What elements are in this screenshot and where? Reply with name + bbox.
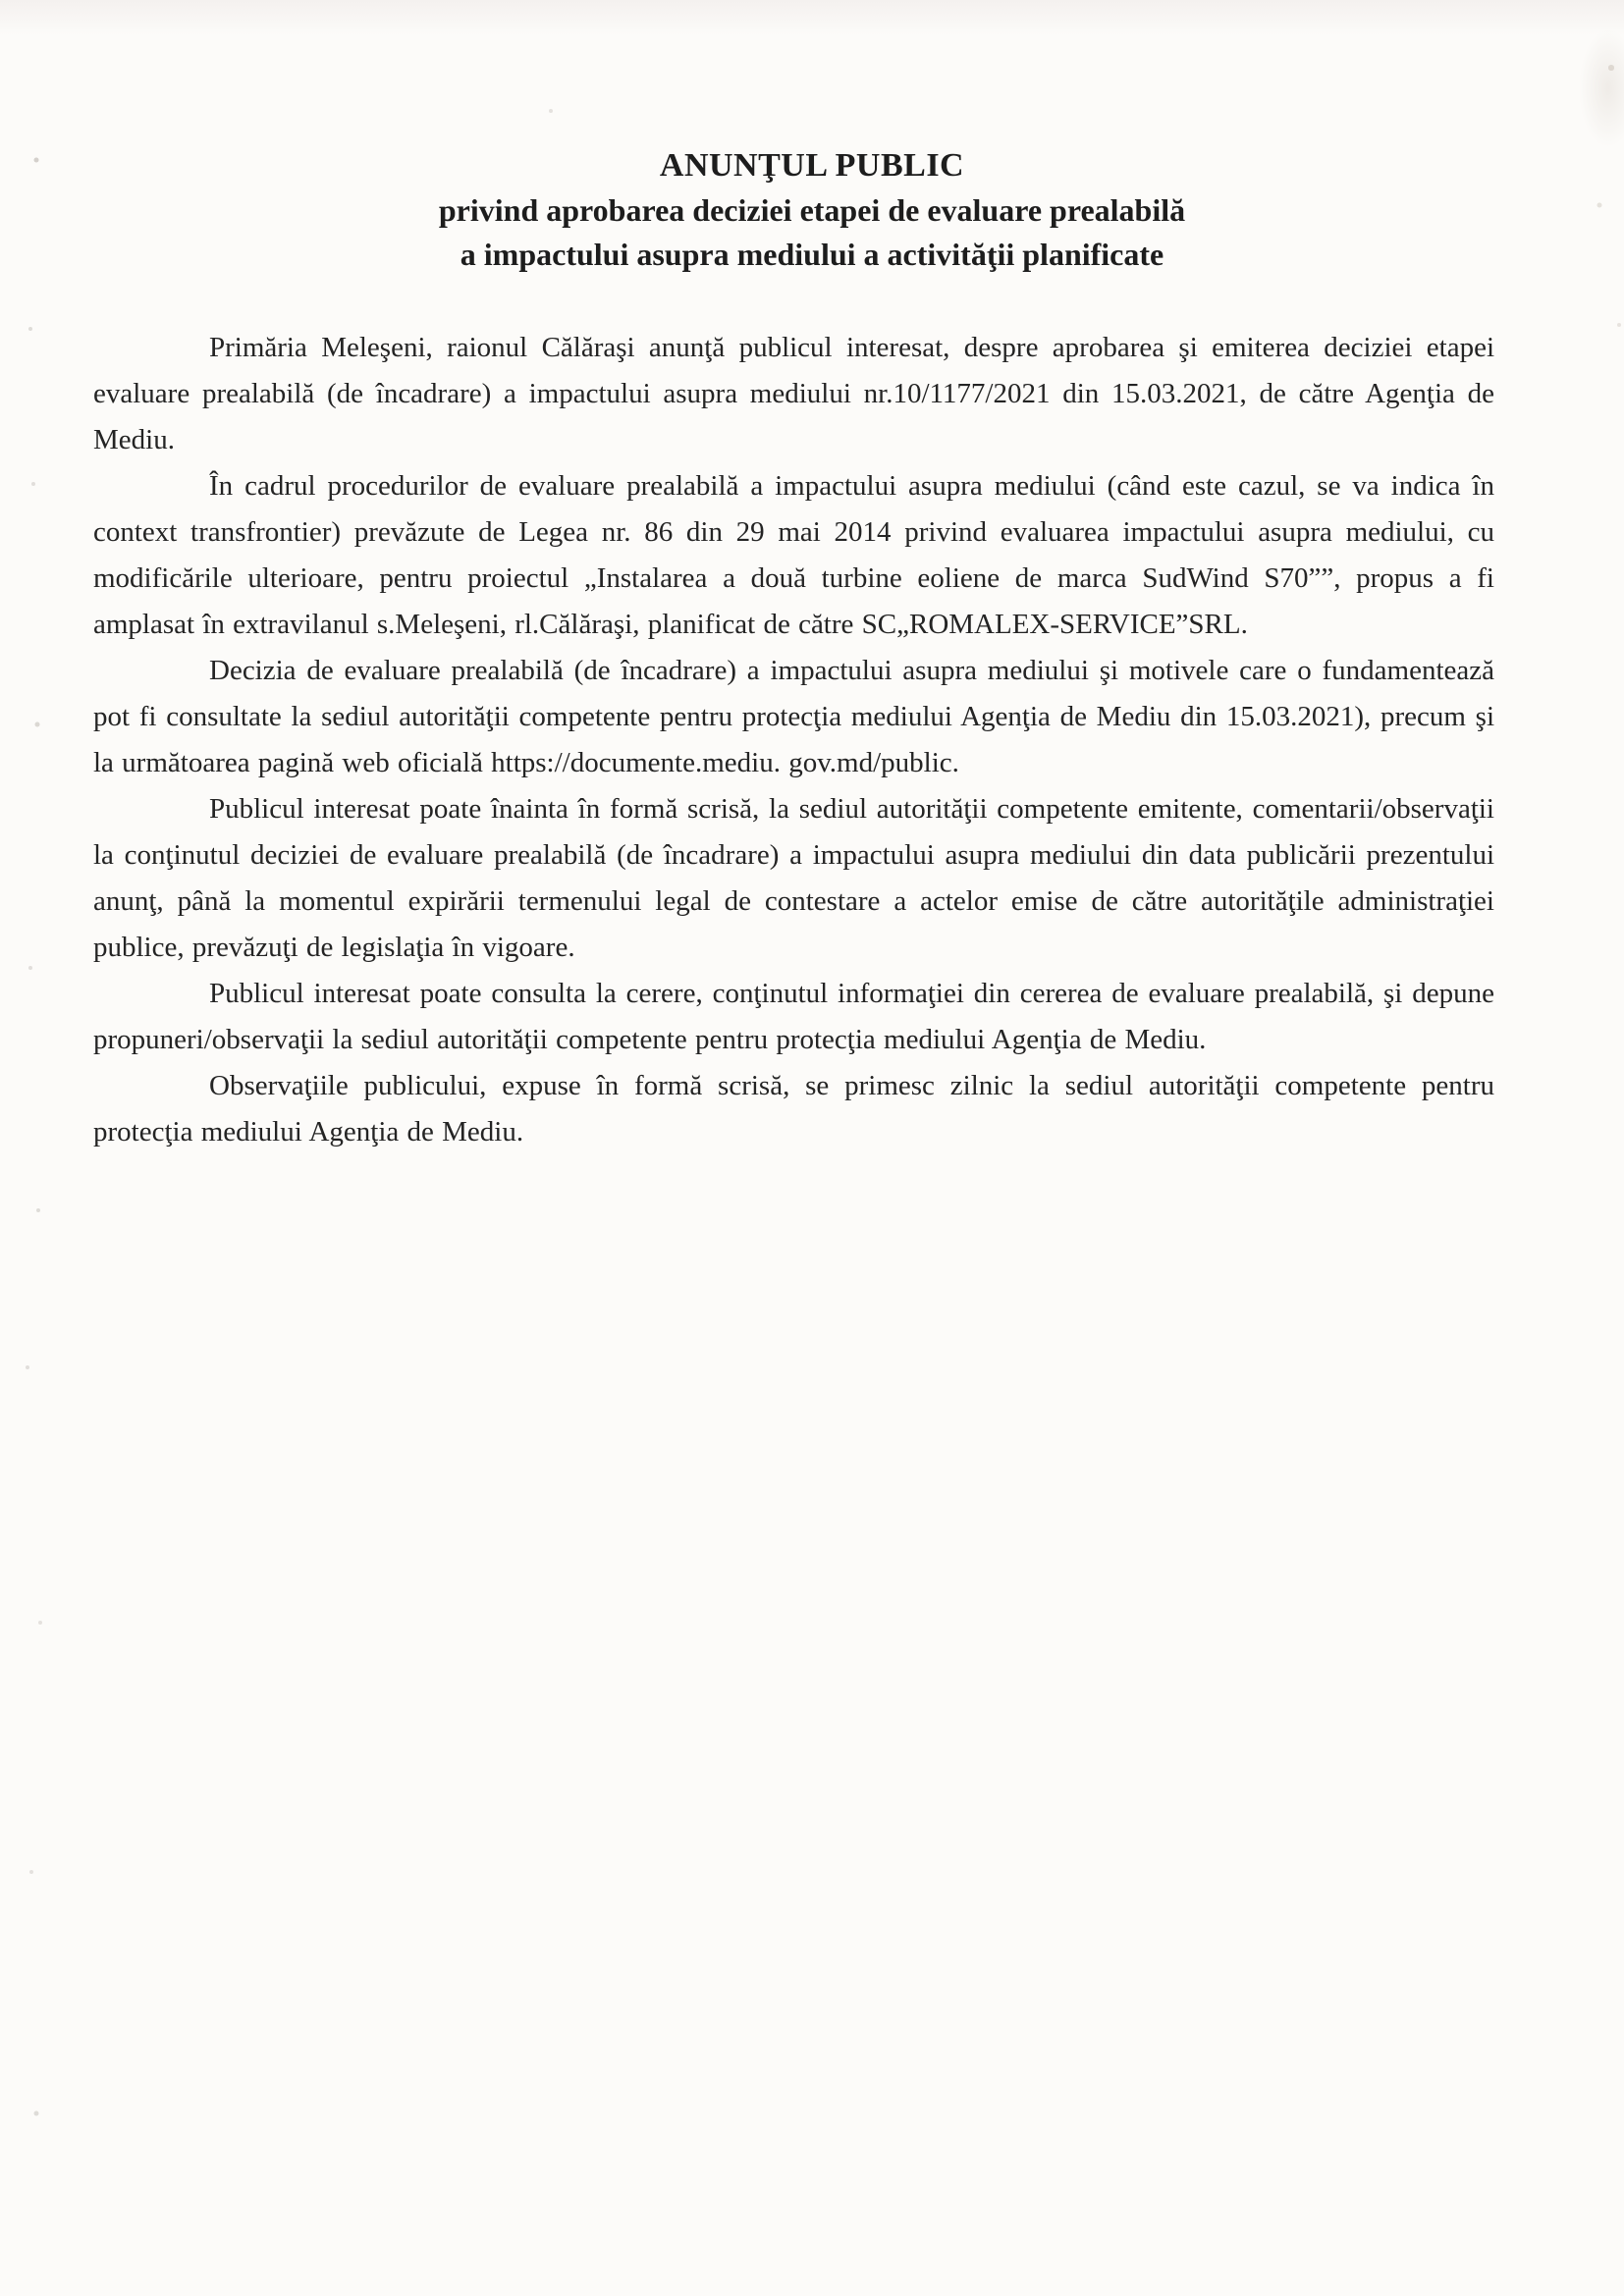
- paragraph-comments: Publicul interesat poate înainta în formă scrisă, la sediul autorităţii competente emitente, comentarii/observaţii la conţinutul deciziei de evaluare prealabilă (de încadrare) a impactului asupra mediului din data publicării prezentului anunţ, până la momentul expirării termenului legal de contestare a actelor emise de către autorităţile administraţiei publice, prevăzuţi de legislaţia în vigoare.: [93, 793, 1494, 963]
- title-line-2: privind aprobarea deciziei etapei de evaluare prealabilă: [438, 192, 1186, 228]
- paragraph-announcement: Primăria Meleşeni, raionul Călăraşi anunţă publicul interesat, despre aprobarea şi emiterea deciziei etapei evaluare prealabilă (de încadrare) a impactului asupra mediului nr.10/1177/2021 din 15.03.2021, de către Agenţia de Mediu.: [93, 332, 1494, 455]
- paragraph-consultation: Publicul interesat poate consulta la cerere, conţinutul informaţiei din cererea de evaluare prealabilă, şi depune propuneri/observaţii la sediul autorităţii competente pentru protecţia mediului Agenţia de Mediu.: [93, 978, 1494, 1055]
- paragraph-procedure: În cadrul procedurilor de evaluare prealabilă a impactului asupra mediului (când este cazul, se va indica în context transfrontier) prevăzute de Legea nr. 86 din 29 mai 2014 privind evaluarea impactului asupra mediului, cu modificările ulterioare, pentru proiectul „Instalarea a două turbine eoliene de marca SudWind S70””, propus a fi amplasat în extravilanul s.Meleşeni, rl.Călăraşi, planificat de către SC„ROMALEX-SERVICE”SRL.: [93, 470, 1494, 640]
- paragraph-decision-access: Decizia de evaluare prealabilă (de încadrare) a impactului asupra mediului şi motivele care o fundamentează pot fi consultate la sediul autorităţii competente pentru protecţia mediului Agenţia de Mediu din 15.03.2021), precum şi la următoarea pagină web oficială https://documente.mediu. gov.md/public.: [93, 655, 1494, 778]
- document-title: [0, 0, 1624, 277]
- title-line-1: ANUNŢUL PUBLIC: [659, 147, 965, 184]
- document-body: [93, 325, 1494, 1155]
- paragraph-observations: Observaţiile publicului, expuse în formă scrisă, se primesc zilnic la sediul autorităţii competente pentru protecţia mediului Agenţia de Mediu.: [93, 1070, 1494, 1148]
- title-line-3: a impactului asupra mediului a activităţii planificate: [460, 237, 1164, 272]
